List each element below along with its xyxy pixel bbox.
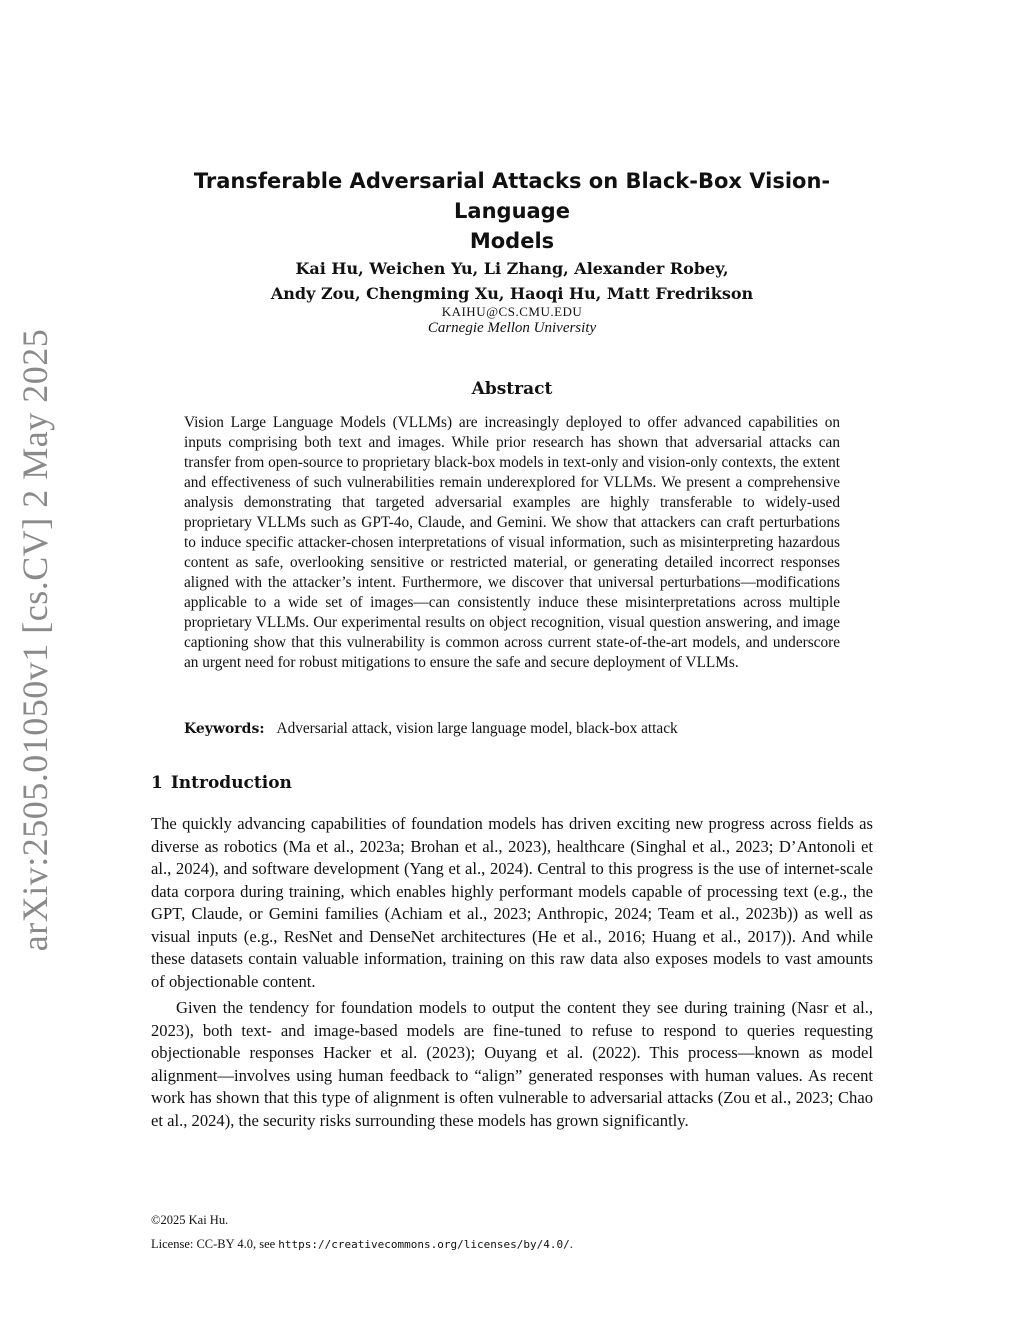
license-notice [151, 1236, 873, 1253]
copyright-notice: ©2025 Kai Hu. [151, 1213, 229, 1227]
section-title: Introduction [170, 773, 292, 793]
author-email: KAIHU@CS.CMU.EDU [441, 304, 583, 319]
section-heading-introduction [151, 773, 292, 793]
introduction-body [151, 813, 873, 1132]
footnote [151, 1212, 873, 1253]
license-prefix: License: CC-BY 4.0, see [151, 1237, 279, 1251]
arxiv-identifier-text: arXiv:2505.01050v1 [cs.CV] 2 May 2025 [15, 328, 55, 952]
author-affiliation: Carnegie Mellon University [427, 320, 597, 336]
abstract-text: Vision Large Language Models (VLLMs) are increasingly deployed to offer advanced capabilities on inputs comprising both text and images. While prior research has shown that adversarial attacks can transfer from open-source to proprietary black-box models in text-only and vision-only contexts, the extent and effectiveness of such vulnerabilities remain underexplored for VLLMs. We present a comprehensive analysis demonstrating that targeted adversarial examples are highly transferable to widely-used proprietary VLLMs such as GPT-4o, Claude, and Gemini. We show that attackers can craft perturbations to induce specific attacker-chosen interpretations of visual information, such as misinterpreting hazardous content as safe, overlooking sensitive or restricted material, or generating detailed incorrect responses aligned with the attacker’s intent. Furthermore, we discover that universal perturbations—modifications applicable to a wide set of images—can consistently induce these misinterpretations across multiple proprietary VLLMs. Our experimental results on object recognition, visual question answering, and image captioning show that this vulnerability is common across current state-of-the-art models, and underscore an urgent need for robust mitigations to ensure the safe and secure deployment of VLLMs. [184, 414, 840, 671]
license-url-link[interactable]: https://creativecommons.org/licenses/by/4.0/ [278, 1238, 570, 1251]
keywords-line [184, 719, 840, 739]
author-list-line-1: Kai Hu, Weichen Yu, Li Zhang, Alexander Robey, [295, 259, 729, 278]
author-list-line-2: Andy Zou, Chengming Xu, Haoqi Hu, Matt Fredrikson [270, 284, 754, 303]
paper-title [150, 166, 874, 256]
abstract-heading: Abstract [471, 379, 553, 399]
license-suffix: . [569, 1237, 573, 1251]
author-list [150, 256, 874, 306]
keywords-text: Adversarial attack, vision large language model, black-box attack [276, 720, 678, 737]
paper-title-line-2: Models [469, 229, 555, 253]
paper-title-line-1: Transferable Adversarial Attacks on Black-Box Vision-Language [193, 169, 831, 223]
section-number: 1 [151, 773, 163, 793]
keywords-label: Keywords: [184, 721, 265, 737]
introduction-paragraph-1: The quickly advancing capabilities of foundation models has driven exciting new progress across fields as diverse as robotics (Ma et al., 2023a; Brohan et al., 2023), healthcare (Singhal et al., 2023; D’Antonoli et al., 2024), and software development (Yang et al., 2024). Central to this progress is the use of internet-scale data corpora during training, which enables highly performant models capable of processing text (e.g., the GPT, Claude, or Gemini families (Achiam et al., 2023; Anthropic, 2024; Team et al., 2023b)) as well as visual inputs (e.g., ResNet and DenseNet architectures (He et al., 2016; Huang et al., 2017)). And while these datasets contain valuable information, training on this raw data also exposes models to vast amounts of objectionable content. [151, 814, 873, 991]
introduction-paragraph-2: Given the tendency for foundation models to output the content they see during training (Nasr et al., 2023), both text- and image-based models are fine-tuned to refuse to respond to queries requesting objectionable responses Hacker et al. (2023); Ouyang et al. (2022). This process—known as model alignment—involves using human feedback to “align” generated responses with human values. As recent work has shown that this type of alignment is often vulnerable to adversarial attacks (Zou et al., 2023; Chao et al., 2024), the security risks surrounding these models has grown significantly. [151, 998, 873, 1130]
arxiv-identifier-stamp [5, 328, 65, 952]
